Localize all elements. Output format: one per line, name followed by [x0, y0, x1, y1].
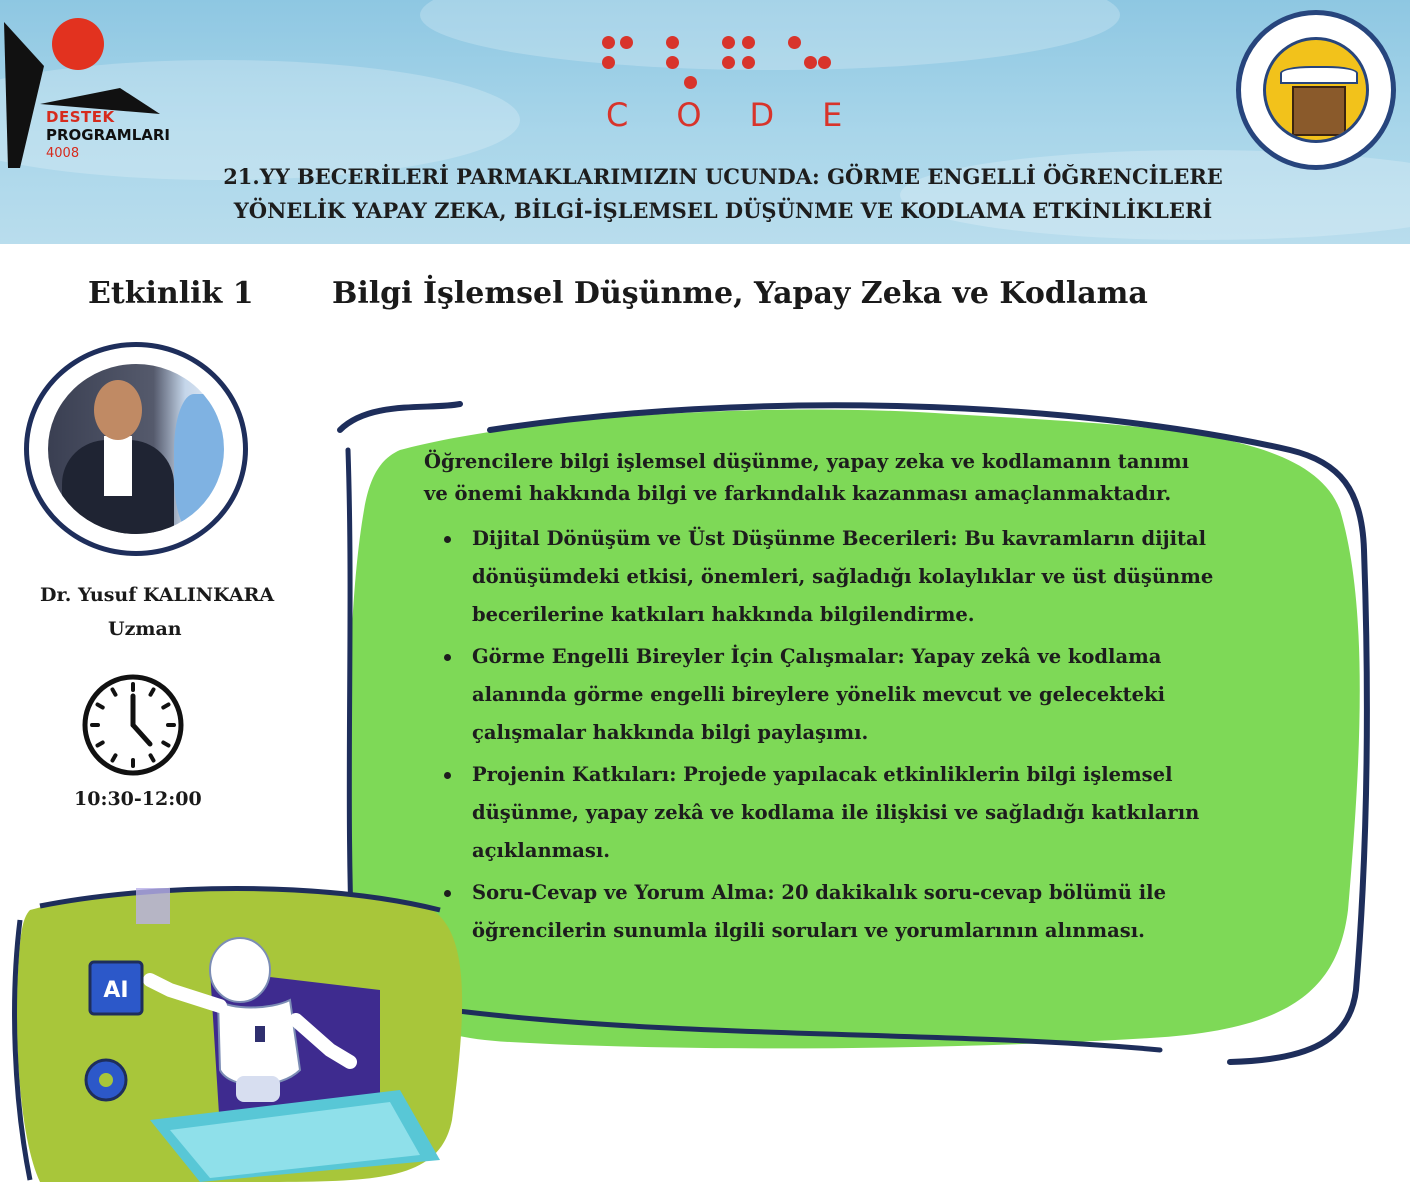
bullet-line: dönüşümdeki etkisi, önemleri, sağladığı kolaylıklar ve üst düşünme — [472, 565, 1214, 588]
bullet-project-contributions — [424, 756, 1324, 870]
bullet-qa-session — [424, 874, 1324, 950]
speaker-role: Uzman — [108, 618, 182, 640]
code-logo-word: CODE — [606, 96, 891, 134]
bullet-visually-impaired-work — [424, 638, 1324, 752]
speaker-name: Dr. Yusuf KALINKARA — [40, 584, 275, 606]
content-bullet-list — [424, 520, 1324, 950]
destek-programlari-logo — [0, 18, 175, 168]
activity-label: Etkinlik 1 — [88, 276, 254, 311]
content-intro-line2: ve önemi hakkında bilgi ve farkındalık kazanması amaçlanmaktadır. — [424, 482, 1172, 505]
bullet-line: Görme Engelli Bireyler İçin Çalışmalar: Yapay zekâ ve kodlama — [472, 645, 1162, 668]
content-intro — [424, 446, 1324, 510]
destek-logo-line1: DESTEK — [46, 108, 115, 126]
bullet-line: açıklanması. — [472, 839, 611, 862]
content-text — [424, 446, 1324, 954]
bullet-line: çalışmalar hakkında bilgi paylaşımı. — [472, 721, 869, 744]
destek-logo-line3: 4008 — [46, 146, 80, 161]
project-title-line2: YÖNELİK YAPAY ZEKA, BİLGİ-İŞLEMSEL DÜŞÜNME VE KODLAMA ETKİNLİKLERİ — [233, 198, 1213, 223]
speaker-portrait — [48, 364, 224, 534]
ai-robot-illustration — [0, 880, 470, 1182]
bullet-line: düşünme, yapay zekâ ve kodlama ile ilişkisi ve sağladığı katkıların — [472, 801, 1200, 824]
destek-logo-dot-icon — [52, 18, 104, 70]
code-braille-logo — [598, 30, 891, 140]
bullet-line: öğrencilerin sunumla ilgili soruları ve yorumlarının alınması. — [472, 919, 1145, 942]
activity-title: Bilgi İşlemsel Düşünme, Yapay Zeka ve Kodlama — [332, 276, 1148, 311]
bullet-line: alanında görme engelli bireylere yönelik mevcut ve gelecekteki — [472, 683, 1165, 706]
school-seal-logo — [1236, 10, 1396, 170]
content-intro-line1: Öğrencilere bilgi işlemsel düşünme, yapay zeka ve kodlamanın tanımı — [424, 450, 1190, 473]
project-title-line1: 21.YY BECERİLERİ PARMAKLARIMIZIN UCUNDA: GÖRME ENGELLİ ÖĞRENCİLERE — [223, 164, 1223, 189]
bullet-line: Soru-Cevap ve Yorum Alma: 20 dakikalık soru-cevap bölümü ile — [472, 881, 1166, 904]
gear-icon — [86, 1060, 126, 1100]
speaker-photo — [24, 342, 248, 556]
destek-logo-line2: PROGRAMLARI — [46, 126, 170, 144]
header-banner — [0, 0, 1410, 244]
session-time: 10:30-12:00 — [74, 788, 202, 810]
ai-chip-label: AI — [103, 978, 129, 1003]
bullet-digital-transformation — [424, 520, 1324, 634]
bullet-line: Projenin Katkıları: Projede yapılacak etkinliklerin bilgi işlemsel — [472, 763, 1173, 786]
clock-icon — [80, 672, 186, 778]
project-title — [178, 160, 1268, 228]
ai-chip-icon — [90, 962, 142, 1014]
bullet-line: Dijital Dönüşüm ve Üst Düşünme Becerileri: Bu kavramların dijital — [472, 527, 1207, 550]
bullet-line: becerilerine katkıları hakkında bilgilendirme. — [472, 603, 975, 626]
